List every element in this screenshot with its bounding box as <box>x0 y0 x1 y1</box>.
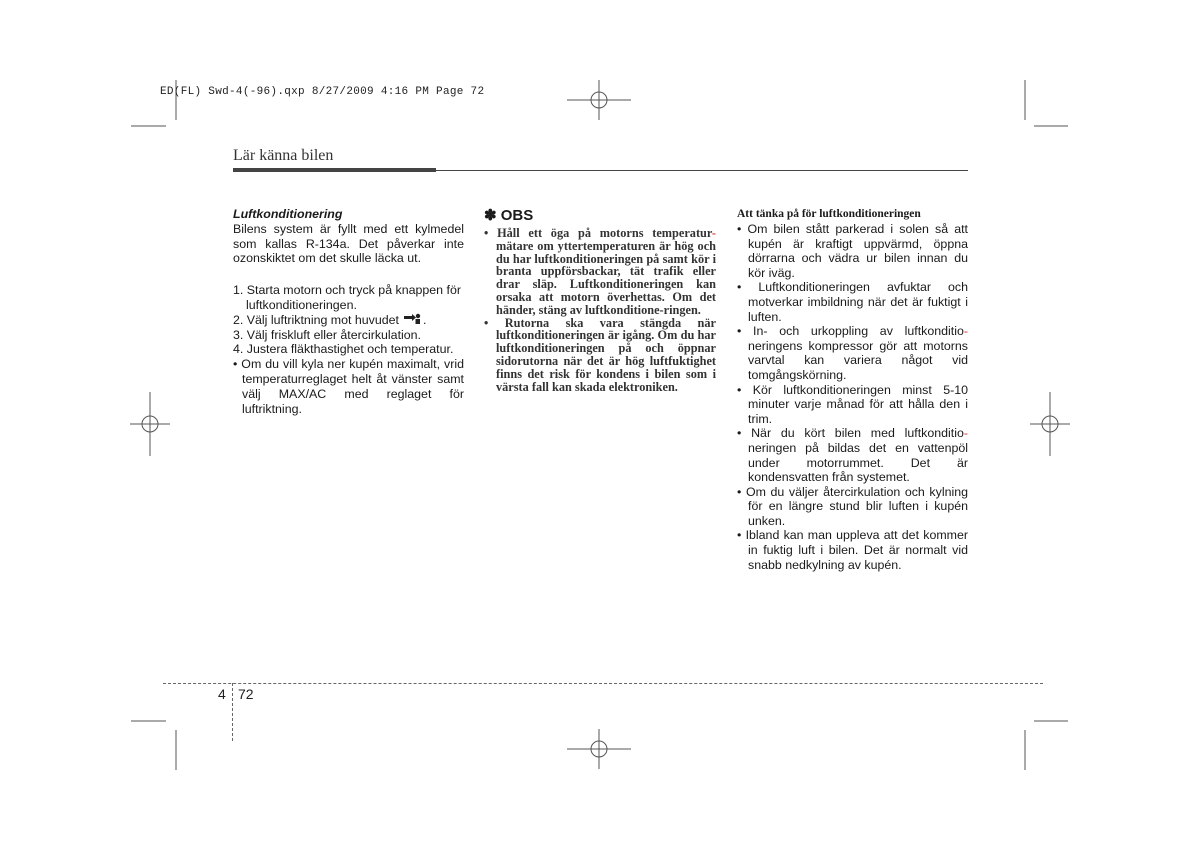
tip-item: • Ibland kan man uppleva att det kommer in fuktig luft i bilen. Det är normalt vid snabb nedkylning av kupén. <box>737 528 968 572</box>
bullet-list <box>233 357 464 416</box>
subheading: Luftkonditionering <box>233 207 343 221</box>
print-file-header: ED(FL) Swd-4(-96).qxp 8/27/2009 4:16 PM Page 72 <box>160 86 485 98</box>
face-vent-icon <box>403 313 421 325</box>
tips-subheading: Att tänka på för luftkonditioneringen <box>737 208 921 220</box>
step-item: 2. Välj luftriktning mot huvudet . <box>233 312 427 327</box>
step-item: 3. Välj friskluft eller återcirkulation. <box>233 327 421 342</box>
column-luftkonditionering <box>233 207 464 416</box>
section-title: Lär känna bilen <box>233 147 334 164</box>
step-item: 4. Justera fläkthastighet och temperatur. <box>233 342 454 357</box>
obs-item: • Rutorna ska vara stängda när luftkonditioneringen är igång. Om du har luftkonditioneringen på och öppnar sidorutorna när det är hög luftfuktighet finns det risk för kondens i bilen som i värsta fall kan skada elektroniken. <box>484 315 716 394</box>
tip-item: • Om du väljer återcirkulation och kylning för en längre stund blir luften i kupén unken. <box>737 484 968 528</box>
section-number: 4 <box>218 686 226 702</box>
page-number <box>218 686 254 702</box>
obs-note <box>484 207 716 393</box>
tip-item: • In- och urkoppling av luftkonditio-neringens kompressor gör att motorns varvtal kan variera något vid tomgångskörning. <box>737 324 968 382</box>
tip-item: • Luftkonditioneringen avfuktar och motverkar imbildning när det är fuktigt i luften. <box>737 280 968 324</box>
registration-target-bottom <box>567 729 631 769</box>
bullet-item: • Om du vill kyla ner kupén maximalt, vrid temperaturreglaget helt åt vänster samt välj MAX/AC med reglaget för luftriktning. <box>233 357 464 416</box>
step-item: 1. Starta motorn och tryck på knappen för luftkonditioneringen. <box>233 283 461 312</box>
registration-target-top <box>567 80 631 120</box>
section-rule-thick <box>233 168 436 172</box>
steps-list <box>233 283 464 357</box>
tip-item: • Kör luftkonditioneringen minst 5-10 minuter varje månad för att hålla den i trim. <box>737 382 968 426</box>
footer-rule <box>163 683 1043 684</box>
obs-item: • Håll ett öga på motorns temperatur-mätare om yttertemperaturen är hög och du har luftkonditioneringen på samt kör i branta uppförsbackar, tät trafik eller drar släp. Luftkonditioneringen kan orsaka att motorn överhettas. Om det händer, stäng av luftkonditione-ringen. <box>484 226 716 317</box>
obs-list <box>484 227 716 393</box>
section-rule-thin <box>436 170 968 171</box>
footer-divider <box>232 683 233 741</box>
tip-item: • Om bilen stått parkerad i solen så att kupén är kraftigt uppvärmd, öppna dörrarna och vädra ur bilen innan du kör iväg. <box>737 222 968 280</box>
page-number-value: 72 <box>238 686 254 702</box>
column-tips <box>737 207 968 572</box>
intro-paragraph: Bilens system är fyllt med ett kylmedel som kallas R-134a. Det påverkar inte ozonskiktet om det skulle läcka ut. <box>233 221 464 266</box>
registration-target-right <box>1030 392 1070 456</box>
tip-item: • När du kört bilen med luftkonditio-neringen på bildas det en vattenpöl under motorrummet. Det är kondensvatten från systemet. <box>737 426 968 485</box>
obs-title: ✽ OBS <box>484 207 534 224</box>
tips-list <box>737 222 968 572</box>
registration-target-left <box>130 392 170 456</box>
